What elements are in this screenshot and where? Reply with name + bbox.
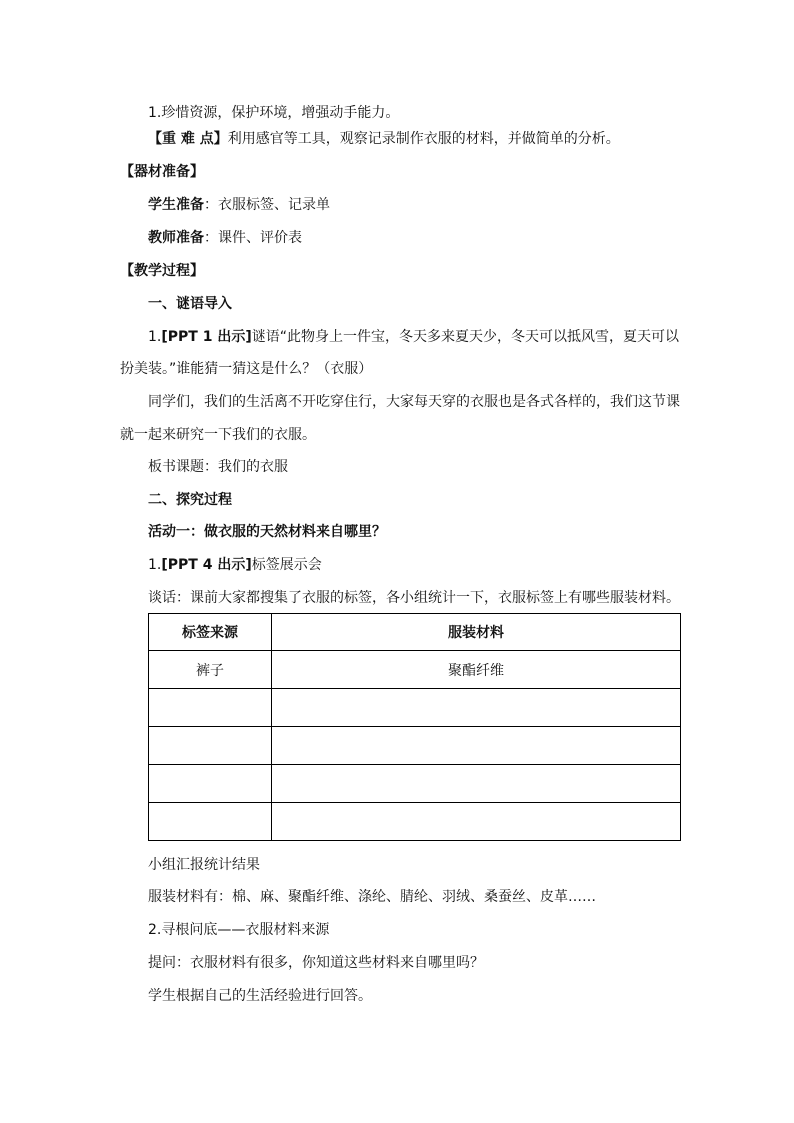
key-point-text: 利用感官等工具，观察记录制作衣服的材料，并做简单的分析。 [227, 131, 620, 147]
cell-materials: 聚酯纤维 [272, 651, 681, 689]
cell-materials [272, 689, 681, 727]
key-point-label: 【重 难 点】 [148, 131, 228, 147]
riddle-line-2: 扮美装。”谁能猜一猜这是什么？（衣服） [120, 361, 373, 377]
report-line: 小组汇报统计结果 [148, 857, 260, 873]
step-1-ppt: [PPT 4 出示] [161, 557, 252, 573]
intro-line-1: 同学们，我们的生活离不开吃穿住行，大家每天穿的衣服也是各式各样的，我们这节课 [148, 394, 680, 410]
step-2-line: 2.寻根问底——衣服材料来源 [148, 922, 330, 938]
board-title: 板书课题：我们的衣服 [148, 459, 288, 475]
cell-label-source [149, 803, 272, 841]
teacher-prep-text: ：课件、评价表 [204, 230, 302, 246]
table-row [149, 765, 681, 803]
intro-line-2: 就一起来研究一下我们的衣服。 [120, 427, 316, 443]
label-materials-table [148, 613, 681, 841]
riddle-prefix: 1. [148, 329, 162, 345]
question-line: 提问：衣服材料有很多，你知道这些材料来自哪里吗？ [148, 955, 484, 971]
cell-label-source: 裤子 [149, 651, 272, 689]
cell-materials [272, 727, 681, 765]
activity-1-heading: 活动一：做衣服的天然材料来自哪里？ [148, 524, 386, 540]
answer-line: 学生根据自己的生活经验进行回答。 [148, 988, 372, 1004]
cell-label-source [149, 727, 272, 765]
step-1-prefix: 1. [148, 557, 162, 573]
equipment-heading: 【器材准备】 [120, 164, 204, 180]
section-1-heading: 一、谜语导入 [148, 296, 232, 312]
riddle-line-1 [148, 328, 679, 346]
table-header-row [149, 614, 681, 651]
step-1-text: 标签展示会 [251, 557, 322, 573]
cell-label-source [149, 689, 272, 727]
step-1-line [148, 556, 322, 574]
student-prep-line [148, 196, 330, 214]
section-2-heading: 二、探究过程 [148, 492, 232, 508]
goal-line: 1.珍惜资源，保护环境，增强动手能力。 [148, 105, 400, 121]
table-row [149, 651, 681, 689]
header-materials: 服装材料 [272, 614, 681, 651]
cell-materials [272, 803, 681, 841]
riddle-ppt: [PPT 1 出示] [161, 329, 252, 345]
table-row [149, 727, 681, 765]
materials-line: 服装材料有：棉、麻、聚酯纤维、涤纶、腈纶、羽绒、桑蚕丝、皮革…… [148, 889, 596, 905]
riddle-text-1: 谜语“此物身上一件宝，冬天多来夏天少，冬天可以抵风雪，夏天可以 [251, 329, 679, 345]
cell-label-source [149, 765, 272, 803]
cell-materials [272, 765, 681, 803]
process-heading: 【教学过程】 [120, 263, 204, 279]
talk-line: 谈话：课前大家都搜集了衣服的标签，各小组统计一下，衣服标签上有哪些服装材料。 [148, 590, 680, 606]
header-label-source: 标签来源 [149, 614, 272, 651]
key-point-line [148, 130, 620, 148]
table-row [149, 803, 681, 841]
student-prep-label: 学生准备 [148, 197, 204, 213]
teacher-prep-label: 教师准备 [148, 230, 204, 246]
teacher-prep-line [148, 229, 302, 247]
table-row [149, 689, 681, 727]
student-prep-text: ：衣服标签、记录单 [204, 197, 330, 213]
